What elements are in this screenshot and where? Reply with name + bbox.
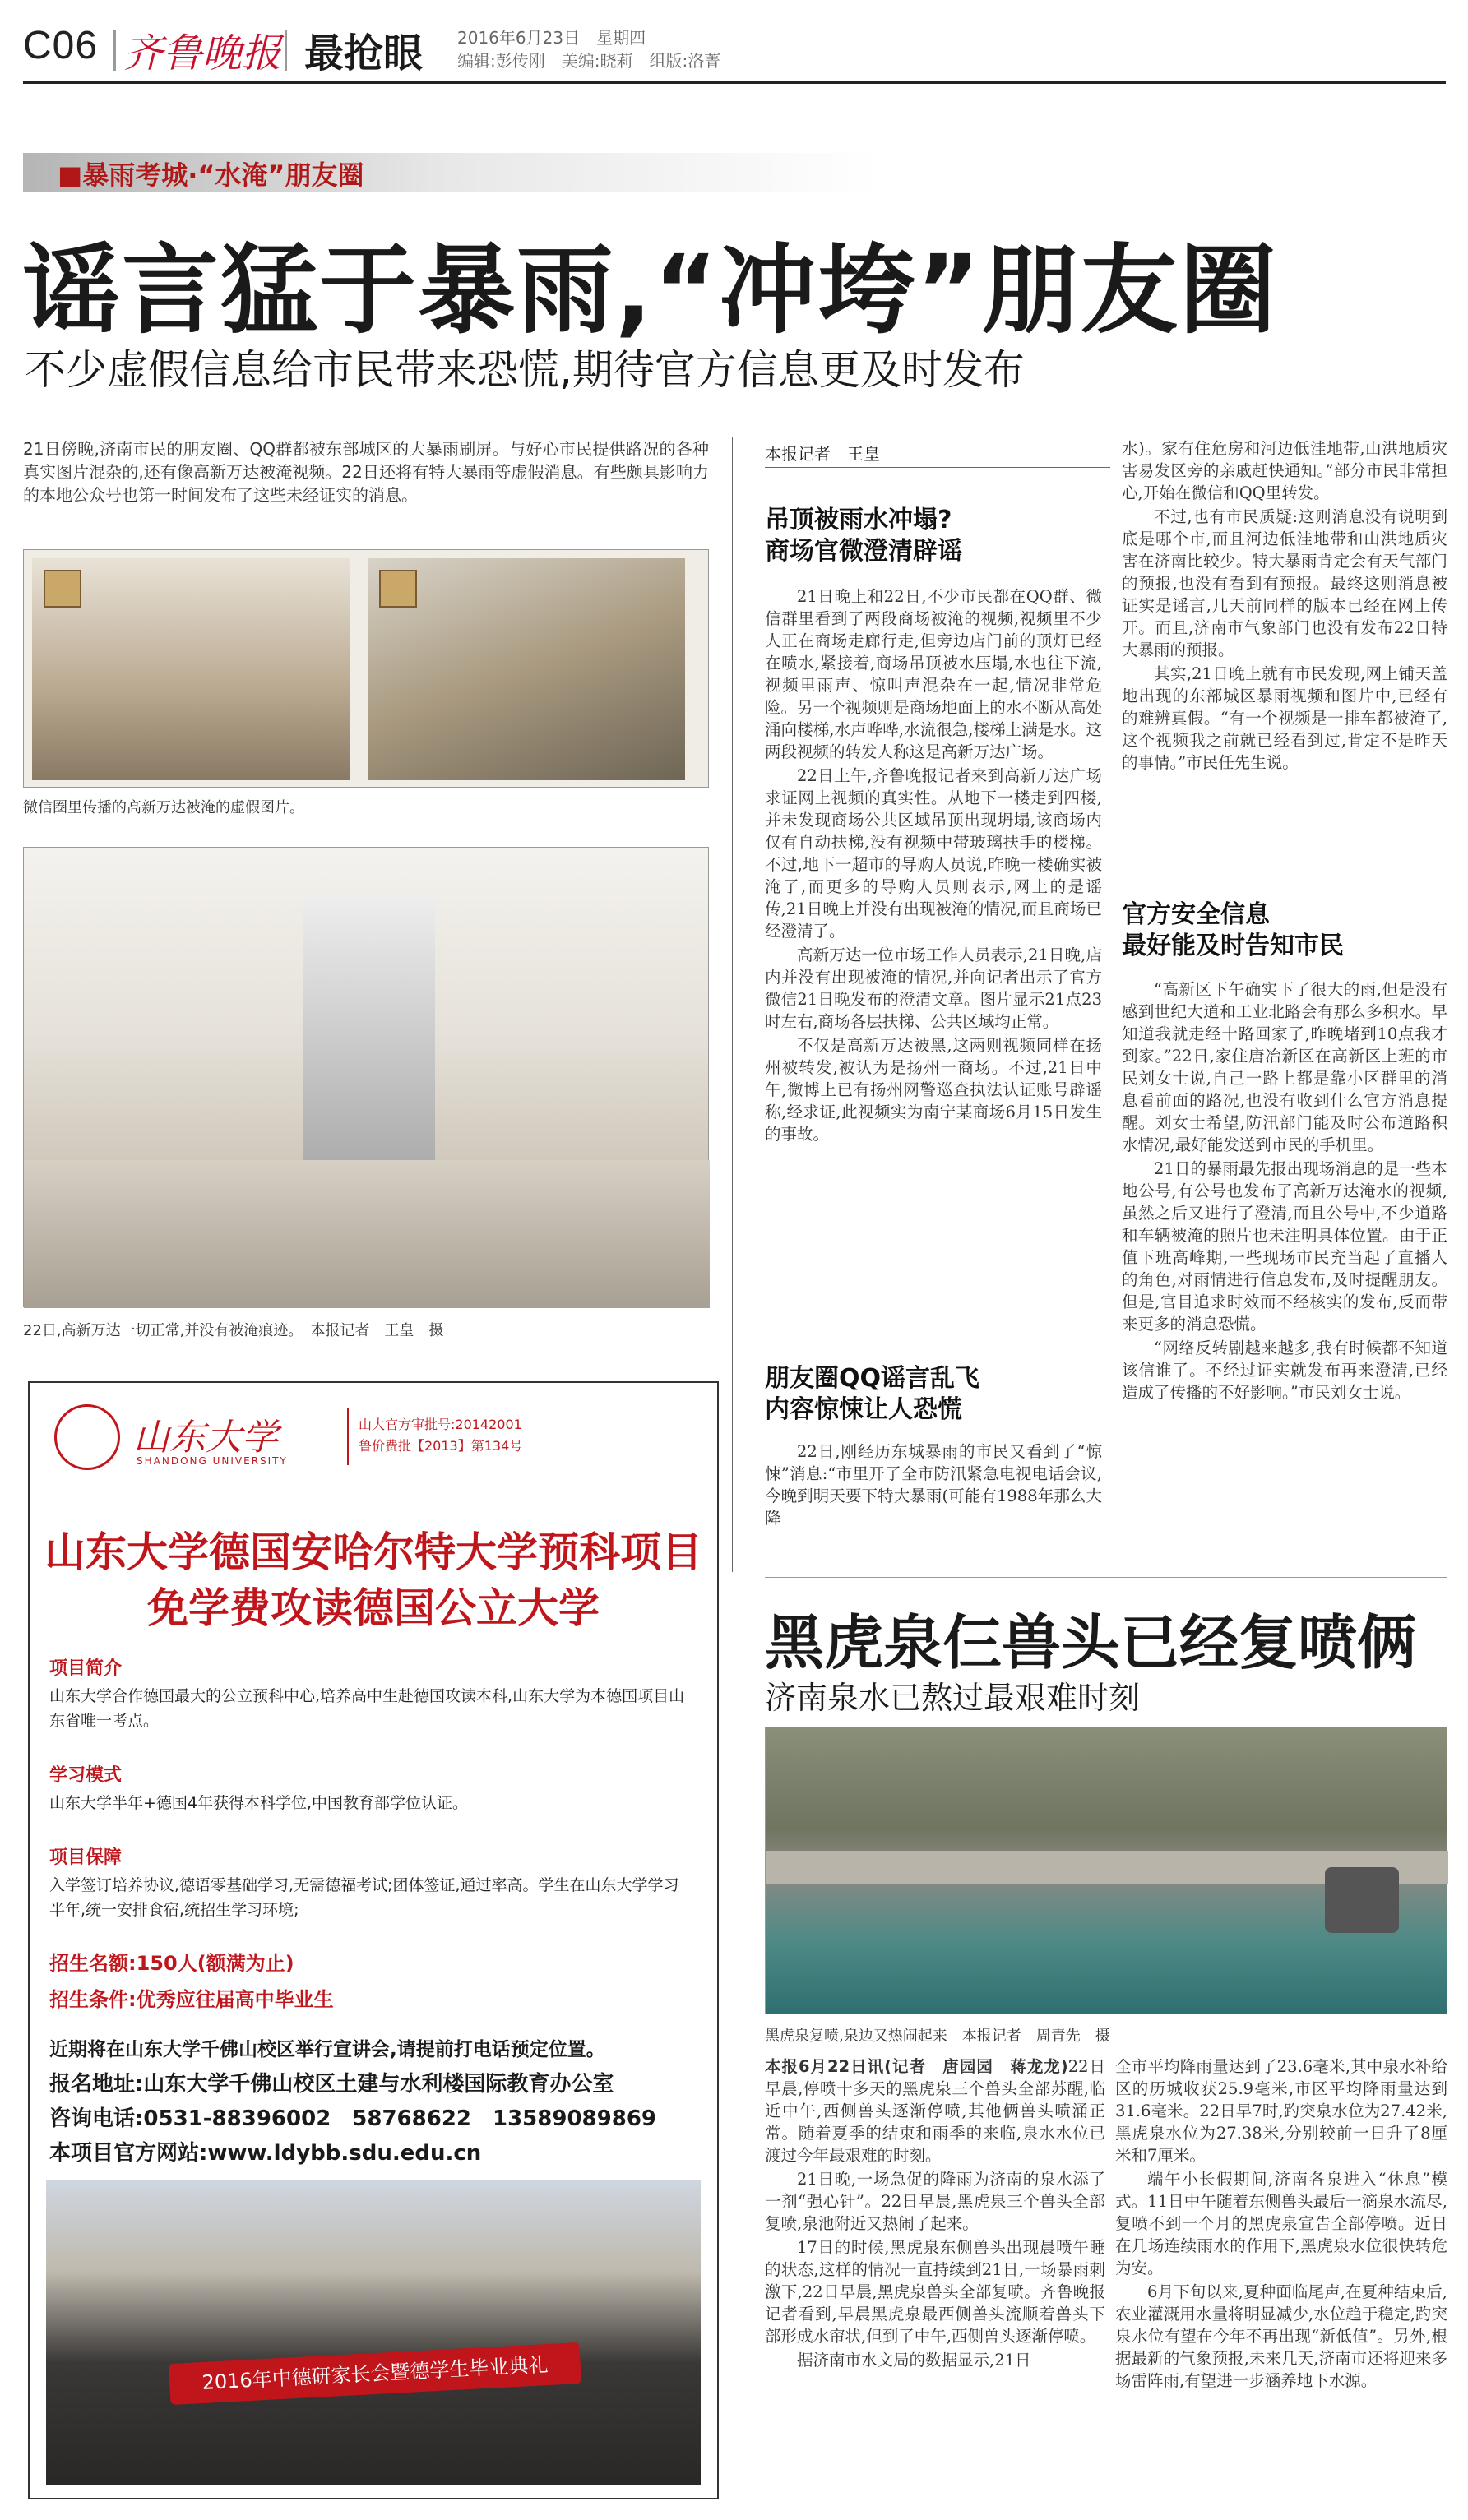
registration-address: 报名地址:山东大学千佛山校区土建与水利楼国际教育办公室 [49, 2072, 614, 2097]
paragraph: 21日晚,一场急促的降雨为济南的泉水添了一剂“强心针”。22日早晨,黑虎泉三个兽头全部复喷,泉池附近又热闹了起来。 [765, 2170, 1105, 2233]
lead-paragraph: 21日傍晚,济南市民的朋友圈、QQ群都被东部城区的大暴雨刷屏。与好心市民提供路况的各种真实图片混杂的,还有像高新万达被淹视频。22日还将有特大暴雨等虚假消息。有些颇具影响力的本地公众号也第一时间发布了这些未经证实的消息。 [23, 439, 709, 505]
paragraph: “网络反转剧越来越多,我有时候都不知道该信谁了。不经过证实就发布再来澄清,已经造成了传播的不好影响。”市民刘女士说。 [1122, 1339, 1447, 1402]
contact-phone: 咨询电话:0531-88396002 58768622 13589089869 [49, 2106, 657, 2131]
paragraph: 不过,也有市民质疑:这则消息没有说明到底是哪个市,而且河边低洼地带和山洪地质灾害在济南比较少。特大暴雨肯定会有天气部门的预报,也没有看到有预报。最终这则消息被证实是谣言,几天前同样的版本已经在网上传开。而且,济南市气象部门也没有发布22日特大暴雨的预报。 [1122, 507, 1447, 659]
enrollment-quota: 招生名额:150人(额满为止) [49, 1952, 294, 1975]
paragraph: 据济南市水文局的数据显示,21日 [797, 2351, 1031, 2370]
mall-photo-caption: 22日,高新万达一切正常,并没有被淹痕迹。 本报记者 王皇 摄 [23, 1322, 444, 1339]
info-session-notice: 近期将在山东大学千佛山校区举行宣讲会,请提前打电话预定位置。 [49, 2039, 605, 2060]
paragraph: 全市平均降雨量达到了23.6毫米,其中泉水补给区的历城收获25.9毫米,市区平均降雨量达到31.6毫米。22日早7时,趵突泉水位为27.42米,黑虎泉水位为27.38米,分别较前一日升了8厘米和7厘米。 [1115, 2057, 1447, 2165]
main-subhead: 不少虚假信息给市民带来恐慌,期待官方信息更及时发布 [25, 346, 1025, 394]
university-logo-english: SHANDONG UNIVERSITY [137, 1455, 288, 1467]
ad-section-text: 山东大学半年+德国4年获得本科学位,中国教育部学位认证。 [49, 1794, 469, 1812]
spring-photo [765, 1727, 1447, 2014]
approval-number: 山大官方审批号:20142001 [359, 1417, 522, 1432]
subsection-title-line: 朋友圈QQ谣言乱飞 [765, 1364, 980, 1393]
paragraph-text: 22日,刚经历东城暴雨的市民又看到了“惊悚”消息:“市里开了全市防汛紧急电视电话会议,今晚到明天要下特大暴雨(可能有1988年那么大降 [765, 1442, 1102, 1528]
column-divider [732, 437, 733, 1572]
group-photo [46, 2180, 701, 2485]
avatar [44, 570, 81, 608]
advertisement [28, 1381, 719, 2499]
article-text-column [1122, 437, 1447, 774]
university-seal-icon [54, 1404, 120, 1470]
paragraph: 17日的时候,黑虎泉东侧兽头出现晨喷午睡的状态,这样的情况一直持续到21日,一场暴雨刺激下,22日早晨,黑虎泉兽头全部复喷。齐鲁晚报记者看到,早晨黑虎泉最西侧兽头流顺着兽头下部形成水帘状,但到了中午,西侧兽头逐渐停喷。 [765, 2238, 1105, 2346]
mall-photo [23, 847, 709, 1307]
paragraph: 22日上午,齐鲁晚报记者来到高新万达广场求证网上视频的真实性。从地下一楼走到四楼,并未发现商场公共区域吊顶出现坍塌,该商场内仅有自动扶梯,没有视频中带玻璃扶手的楼梯。不过,地下一超市的导购人员说,昨晚一楼确实被淹了,而更多的导购人员则表示,网上的是谣传,21日晚上并没有出现被淹的情况,而且商场已经澄清了。 [765, 766, 1102, 941]
ad-section-text: 入学签订培养协议,德语零基础学习,无需德福考试;团体签证,通过率高。学生在山东大学学习半年,统一安排食宿,统招生学习环境; [49, 1876, 679, 1919]
ad-subheadline: 免学费攻读德国公立大学 [147, 1584, 600, 1632]
paragraph: 不仅是高新万达被黑,这两则视频同样在扬州被转发,被认为是扬州一商场。不过,21日中午,微博上已有扬州网警巡查执法认证账号辟谣称,经求证,此视频实为南宁某商场6月15日发生的事故。 [765, 1036, 1102, 1144]
ad-section-label: 项目简介 [49, 1658, 123, 1679]
kicker: ■暴雨考城·“水淹”朋友圈 [58, 160, 364, 191]
mall-floor [24, 1160, 710, 1308]
fake-photo-left [32, 558, 350, 780]
subsection-title-line: 吊顶被雨水冲塌? [765, 506, 952, 534]
avatar [379, 570, 417, 608]
article-text-column [765, 2055, 1105, 2371]
university-logo-text: 山东大学 [133, 1417, 278, 1459]
paragraph-text: 22日早晨,停喷十多天的黑虎泉三个兽头全部苏醒,临近中午,西侧兽头逐渐停喷,其他俩兽头喷涌正常。随着夏季的结束和雨季的来临,泉水水位已渡过今年最艰难的时刻。 [765, 2057, 1105, 2165]
subsection-title [765, 505, 962, 567]
paragraph: 21日的暴雨最先报出现场消息的是一些本地公号,有公号也发布了高新万达淹水的视频,虽然之后又进行了澄清,而且公号中,不少道路和车辆被淹的照片也未注明具体位置。由于正值下班高峰期,一些现场市民充当起了直播人的角色,对雨情进行信息发布,及时提醒朋友。但是,官目追求时效而不经核实的发布,反而带来更多的消息恐慌。 [1122, 1159, 1447, 1334]
subsection-title [765, 1363, 979, 1426]
fake-photo-right [368, 558, 685, 780]
article-text-column [1115, 2055, 1447, 2392]
paper-name-logo: 齐鲁晚报 [123, 30, 282, 76]
paragraph: “高新区下午确实下了很大的雨,但是没有感到世纪大道和工业北路会有那么多积水。早知道我就走经十路回家了,昨晚堵到10点我才到家。”22日,家住唐冶新区在高新区上班的市民刘女士说,自己一路上都是靠小区群里的消息看前面的路况,也没有收到什么官方消息提醒。刘女士希望,防汛部门能及时公布道路积水情况,最好能发送到市民的手机里。 [1122, 980, 1447, 1154]
subsection-title-line: 最好能及时告知市民 [1122, 932, 1344, 960]
official-website: 本项目官方网站:www.ldybb.sdu.edu.cn [49, 2141, 482, 2166]
subsection-title [1122, 899, 1344, 962]
subsection-title-line: 内容惊悚让人恐慌 [765, 1395, 962, 1424]
paragraph: 其实,21日晚上就有市民发现,网上铺天盖地出现的东部城区暴雨视频和图片中,已经有的难辨真假。“有一个视频是一排车都被淹了,这个视频我之前就已经看到过,肯定不是昨天的事情。”市民任先生说。 [1122, 664, 1447, 772]
beast-head-fountain [1325, 1867, 1399, 1933]
ad-section-label: 项目保障 [49, 1847, 123, 1868]
ad-section-label: 学习模式 [49, 1765, 123, 1786]
logo-divider [347, 1408, 349, 1465]
article2-subhead: 济南泉水已熬过最艰难时刻 [765, 1680, 1141, 1716]
ad-headline: 山东大学德国安哈尔特大学预科项目 [44, 1528, 702, 1576]
paragraph: 高新万达一位市场工作人员表示,21日晚,店内并没有出现被淹的情况,并向记者出示了官方微信21日晚发布的澄清文章。图片显示21点23时左右,商场各层扶梯、公共区域均正常。 [765, 946, 1102, 1031]
section-title: 最抢眼 [304, 30, 424, 76]
paragraph: 端午小长假期间,济南各泉进入“休息”模式。11日中午随着东侧兽头最后一滴泉水流尽,复喷不到一个月的黑虎泉宣告全部停喷。近日在几场连续雨水的作用下,黑虎泉水位很快转危为安。 [1115, 2170, 1447, 2277]
paragraph [765, 2055, 1105, 2166]
ad-section-text: 山东大学合作德国最大的公立预科中心,培养高中生赴德国攻读本科,山东大学为本德国项目山东省唯一考点。 [49, 1687, 685, 1730]
fake-photo-caption: 微信圈里传播的高新万达被淹的虚假图片。 [23, 799, 304, 816]
paragraph: 6月下旬以来,夏种面临尾声,在夏种结束后,农业灌溉用水量将明显减少,水位趋于稳定,趵突泉水位有望在今年不再出现“新低值”。另外,根据最新的气象预报,未来几天,济南市还将迎来多场雷阵雨,有望进一步涵养地下水源。 [1115, 2282, 1447, 2390]
page-number: C06 [23, 24, 99, 67]
article2-headline: 黑虎泉仨兽头已经复喷俩 [765, 1608, 1417, 1677]
spring-photo-caption: 黑虎泉复喷,泉边又热闹起来 本报记者 周青先 摄 [765, 2028, 1110, 2045]
fake-photo-panel [23, 549, 709, 788]
masthead-rule [23, 81, 1446, 84]
article-byline: 本报记者 王皇 [765, 444, 880, 464]
issue-date: 2016年6月23日 星期四 [457, 28, 646, 48]
subsection-title-line: 商场官微澄清辟谣 [765, 537, 962, 566]
masthead-divider [285, 30, 287, 71]
article-text-column [1122, 978, 1447, 1403]
editor-credits: 编辑:彭传刚 美编:晓莉 组版:洛菁 [457, 51, 721, 71]
paragraph [765, 1440, 1102, 1529]
enrollment-requirement: 招生条件:优秀应往届高中毕业生 [49, 1988, 334, 2011]
price-approval-number: 鲁价费批【2013】第134号 [359, 1438, 523, 1454]
masthead-divider [113, 30, 116, 71]
paragraph: 21日晚上和22日,不少市民都在QQ群、微信群里看到了两段商场被淹的视频,视频里不少人正在商场走廊行走,但旁边店门前的顶灯已经在喷水,紧接着,商场吊顶被水压塌,水也往下流,视频里雨声、惊叫声混杂在一起,情况非常危险。另一个视频则是商场地面上的水不断从高处涌向楼梯,水声哗哗,水流很急,楼梯上满是水。这两段视频的转发人称这是高新万达广场。 [765, 587, 1102, 761]
article-divider [765, 1577, 1447, 1578]
ceremony-banner: 2016年中德研家长会暨德学生毕业典礼 [169, 2342, 581, 2405]
article-text-column [765, 585, 1102, 1145]
subsection-title-line: 官方安全信息 [1122, 900, 1270, 929]
byline-rule [765, 467, 1110, 468]
paragraph: 水)。家有住危房和河边低洼地带,山洪地质灾害易发区旁的亲戚赶快通知。”部分市民非常担心,开始在微信和QQ里转发。 [1122, 439, 1447, 502]
main-headline: 谣言猛于暴雨,“冲垮”朋友圈 [23, 234, 1278, 347]
dateline: 本报6月22日讯(记者 唐园园 蒋龙龙) [765, 2057, 1068, 2076]
